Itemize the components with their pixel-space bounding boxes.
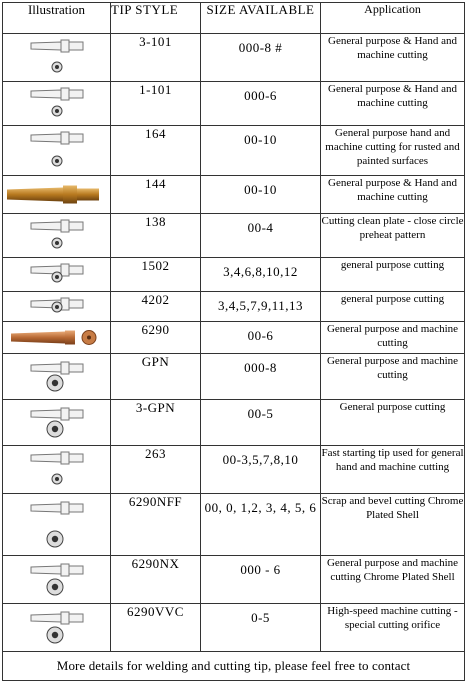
tip-style-cell: 164	[111, 126, 201, 176]
size-available-cell: 00-10	[201, 176, 321, 214]
nozzle-tip-icon	[3, 214, 111, 258]
size-available-cell: 0-5	[201, 604, 321, 652]
application-cell: General purpose & Hand and machine cutting	[321, 82, 465, 126]
header-illustration: Illustration	[3, 3, 111, 34]
size-available-cell: 000-6	[201, 82, 321, 126]
nozzle-tip-icon	[3, 494, 111, 556]
application-cell: general purpose cutting	[321, 292, 465, 322]
tip-style-cell: 6290NFF	[111, 494, 201, 556]
application-cell: General purpose & Hand and machine cutting	[321, 176, 465, 214]
size-available-cell: 00-10	[201, 126, 321, 176]
application-cell: General purpose cutting	[321, 400, 465, 446]
application-cell: General purpose hand and machine cutting for rusted and painted surfaces	[321, 126, 465, 176]
application-cell: General purpose and machine cutting	[321, 322, 465, 354]
application-cell: High-speed machine cutting -special cutting orifice	[321, 604, 465, 652]
table-row	[3, 176, 465, 214]
size-available-cell: 000-8	[201, 354, 321, 400]
brass-tip-icon	[3, 176, 111, 214]
tip-style-cell: GPN	[111, 354, 201, 400]
cutting-tips-table	[2, 2, 465, 681]
size-available-cell: 3,4,5,7,9,11,13	[201, 292, 321, 322]
table-row	[3, 258, 465, 292]
table-row	[3, 400, 465, 446]
table-row	[3, 292, 465, 322]
tip-style-cell: 1502	[111, 258, 201, 292]
table-row	[3, 322, 465, 354]
application-cell: General purpose and machine cutting Chrome Plated Shell	[321, 556, 465, 604]
size-available-cell: 00-3,5,7,8,10	[201, 446, 321, 494]
nozzle-tip-icon	[3, 126, 111, 176]
header-row	[3, 3, 465, 34]
nozzle-tip-icon	[3, 446, 111, 494]
table-row	[3, 82, 465, 126]
tip-style-cell: 1-101	[111, 82, 201, 126]
application-cell: General purpose & Hand and machine cutting	[321, 34, 465, 82]
nozzle-tip-icon	[3, 556, 111, 604]
table-row	[3, 494, 465, 556]
tip-style-cell: 138	[111, 214, 201, 258]
tip-style-cell: 3-101	[111, 34, 201, 82]
header-size-available: SIZE AVAILABLE	[201, 3, 321, 34]
table-row	[3, 126, 465, 176]
table-row	[3, 446, 465, 494]
size-available-cell: 00-6	[201, 322, 321, 354]
size-available-cell: 000 - 6	[201, 556, 321, 604]
size-available-cell: 3,4,6,8,10,12	[201, 258, 321, 292]
header-application: Application	[321, 3, 465, 34]
nozzle-tip-icon	[3, 400, 111, 446]
tip-style-cell: 263	[111, 446, 201, 494]
table-row	[3, 604, 465, 652]
application-cell: General purpose and machine cutting	[321, 354, 465, 400]
application-cell: Fast starting tip used for general hand and machine cutting	[321, 446, 465, 494]
application-cell: Scrap and bevel cutting Chrome Plated Shell	[321, 494, 465, 556]
nozzle-tip-icon	[3, 34, 111, 82]
header-tip-style: TIP STYLE	[111, 3, 201, 34]
table-row	[3, 214, 465, 258]
nozzle-tip-icon	[3, 258, 111, 292]
size-available-cell: 00-4	[201, 214, 321, 258]
tip-style-cell: 4202	[111, 292, 201, 322]
nozzle-tip-icon	[3, 604, 111, 652]
table-row	[3, 354, 465, 400]
footer-row	[3, 652, 465, 681]
table-row	[3, 556, 465, 604]
nozzle-tip-icon	[3, 292, 111, 322]
nozzle-tip-icon	[3, 82, 111, 126]
application-cell: Cutting clean plate - close circle preheat pattern	[321, 214, 465, 258]
size-available-cell: 00, 0, 1,2, 3, 4, 5, 6	[201, 494, 321, 556]
tip-style-cell: 6290NX	[111, 556, 201, 604]
tip-style-cell: 6290VVC	[111, 604, 201, 652]
size-available-cell: 00-5	[201, 400, 321, 446]
tip-style-cell: 6290	[111, 322, 201, 354]
table-row	[3, 34, 465, 82]
footer-note: More details for welding and cutting tip, please feel free to contact	[3, 652, 465, 681]
nozzle-tip-icon	[3, 354, 111, 400]
tip-style-cell: 144	[111, 176, 201, 214]
copper-tip-icon	[3, 322, 111, 354]
application-cell: general purpose cutting	[321, 258, 465, 292]
tip-style-cell: 3-GPN	[111, 400, 201, 446]
size-available-cell: 000-8 #	[201, 34, 321, 82]
